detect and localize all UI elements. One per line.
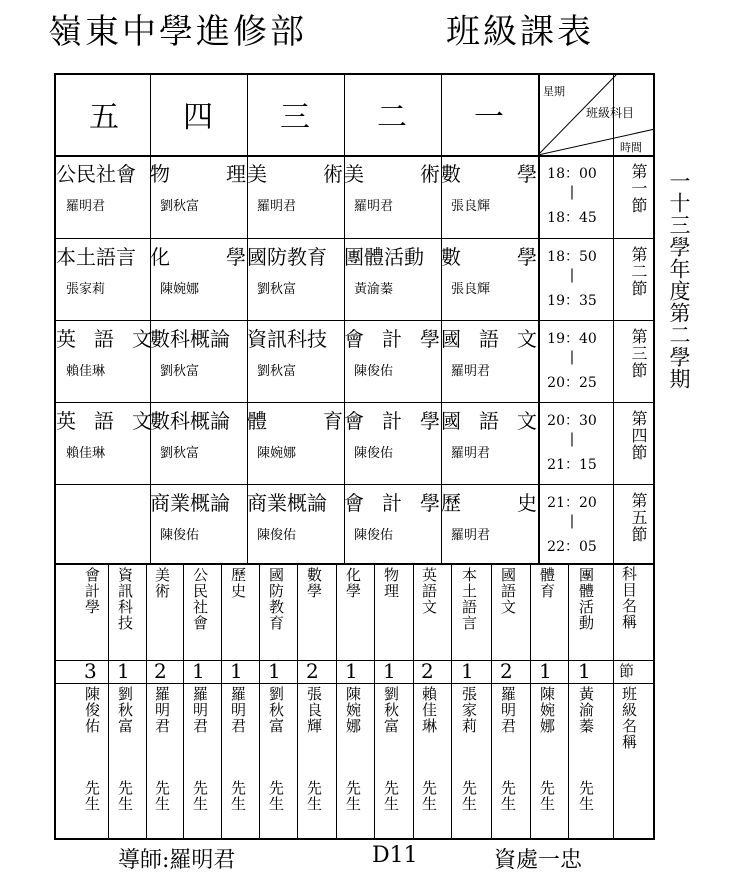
subject-name	[247, 163, 343, 185]
schedule-cell	[150, 320, 246, 402]
subject-char: 學	[517, 245, 537, 269]
subject-char: 會	[344, 327, 364, 351]
summary-subject: 國防教育	[267, 567, 285, 631]
schedule-cell	[247, 402, 343, 484]
summary-teacher-title: 先生	[229, 780, 247, 812]
teacher-name: 陳俊佑	[354, 364, 394, 379]
corner-time-label: 時間	[620, 141, 642, 154]
period-start-time: 19：40	[547, 331, 597, 347]
subject-char: 語	[479, 327, 499, 351]
subject-char: 術	[420, 162, 440, 186]
subject-char: 體	[247, 409, 267, 433]
schedule-cell	[344, 402, 440, 484]
schedule-cell	[56, 320, 152, 402]
summary-column-divider	[413, 563, 414, 840]
summary-count: 1	[268, 659, 281, 683]
summary-column-divider	[530, 563, 531, 840]
subject-text: 公民社會	[56, 162, 136, 186]
subject-char: 國	[441, 409, 461, 433]
subject-char: 計	[382, 327, 402, 351]
subject-char: 文	[517, 327, 537, 351]
teacher-name: 張家莉	[66, 282, 106, 297]
subject-text: 國防教育	[247, 245, 327, 269]
period-end-time: 19：35	[547, 293, 597, 309]
schedule-cell	[150, 155, 246, 237]
summary-column-divider	[568, 563, 569, 840]
subject-name	[150, 328, 246, 350]
summary-column-divider	[613, 563, 614, 840]
summary-column-divider	[336, 563, 337, 840]
summary-teacher: 羅明君	[191, 686, 209, 734]
period-end-time: 18：45	[547, 210, 597, 226]
period-start-time: 18：00	[547, 166, 597, 182]
teacher-name: 劉秋富	[160, 364, 200, 379]
teacher-name: 羅明君	[451, 528, 491, 543]
schedule-cell	[150, 238, 246, 320]
subject-char: 英	[56, 327, 76, 351]
subject-char: 理	[226, 162, 246, 186]
summary-teacher-title: 先生	[305, 780, 323, 812]
teacher-name: 羅明君	[451, 364, 491, 379]
schedule-cell	[344, 484, 440, 566]
period-end-time: 20：25	[547, 375, 597, 391]
summary-teacher-title: 先生	[267, 780, 285, 812]
subject-name	[247, 492, 343, 514]
corner-class-subject-label: 班級科目	[586, 106, 635, 120]
teacher-name: 陳俊佑	[354, 528, 394, 543]
summary-teacher-title: 先生	[499, 780, 517, 812]
teacher-name: 羅明君	[66, 199, 106, 214]
subject-name	[441, 246, 537, 268]
teacher-name: 陳俊佑	[354, 446, 394, 461]
schedule-cell	[56, 402, 152, 484]
summary-column-divider	[374, 563, 375, 840]
schedule-cell	[56, 484, 152, 566]
subject-name	[344, 492, 440, 514]
schedule-cell	[441, 484, 537, 566]
subject-char: 化	[150, 245, 170, 269]
subject-name	[441, 492, 537, 514]
summary-subject: 資訊科技	[116, 567, 134, 631]
subject-text: 數科概論	[150, 409, 230, 433]
summary-teacher-title: 先生	[420, 780, 438, 812]
teacher-name: 劉秋富	[160, 199, 200, 214]
period-label: 第四節	[629, 410, 648, 461]
summary-teacher-divider	[54, 683, 655, 684]
subject-char: 國	[441, 327, 461, 351]
summary-teacher: 劉秋富	[382, 686, 400, 734]
subject-name	[441, 328, 537, 350]
teacher-name: 陳婉娜	[160, 282, 200, 297]
period-start-time: 18：50	[547, 249, 597, 265]
subject-name	[441, 163, 537, 185]
schedule-cell	[150, 402, 246, 484]
subject-char: 文	[132, 409, 152, 433]
subject-name	[150, 492, 246, 514]
subject-name	[441, 410, 537, 432]
subject-char: 美	[344, 162, 364, 186]
schedule-cell	[344, 320, 440, 402]
period-label: 第五節	[629, 492, 648, 543]
subject-char: 計	[382, 409, 402, 433]
summary-subject: 公民社會	[191, 567, 209, 631]
schedule-cell	[150, 484, 246, 566]
summary-count: 2	[306, 659, 319, 683]
day-header: 二	[377, 100, 407, 135]
summary-teacher-title: 先生	[538, 780, 556, 812]
summary-count: 1	[117, 659, 130, 683]
teacher-name: 賴佳琳	[66, 446, 106, 461]
subject-name	[150, 246, 246, 268]
summary-count: 2	[500, 659, 513, 683]
period-time-separator: |	[569, 184, 575, 200]
schedule-cell	[441, 238, 537, 320]
day-header: 三	[280, 100, 310, 135]
subject-text: 數科概論	[150, 327, 230, 351]
schedule-cell	[344, 155, 440, 237]
summary-teacher: 張良輝	[305, 686, 323, 734]
subject-char: 計	[382, 491, 402, 515]
teacher-name: 劉秋富	[160, 446, 200, 461]
semester-title: 一十三學年度第二學期	[667, 170, 691, 390]
day-header: 一	[474, 100, 504, 135]
subject-char: 數	[441, 245, 461, 269]
summary-column-divider	[183, 563, 184, 840]
summary-subject: 團體活動	[577, 567, 595, 631]
subject-char: 語	[94, 327, 114, 351]
teacher-name: 羅明君	[451, 446, 491, 461]
summary-column-divider	[259, 563, 260, 840]
summary-subject: 物理	[382, 567, 400, 599]
subject-char: 學	[420, 327, 440, 351]
subject-name	[247, 246, 343, 268]
schedule-cell	[247, 320, 343, 402]
summary-count: 1	[539, 659, 552, 683]
summary-teacher-title: 先生	[116, 780, 134, 812]
subject-text: 資訊科技	[247, 327, 327, 351]
summary-teacher: 黃渝蓁	[577, 686, 595, 734]
school-title: 嶺東中學進修部	[48, 12, 307, 52]
teacher-name: 陳俊佑	[257, 528, 297, 543]
subject-char: 學	[420, 409, 440, 433]
summary-count-label: 節	[619, 662, 635, 680]
summary-teacher: 張家莉	[460, 686, 478, 734]
teacher-name: 羅明君	[354, 199, 394, 214]
period-end-time: 22：05	[547, 539, 597, 555]
subject-char: 歷	[441, 491, 461, 515]
period-start-time: 21：20	[547, 495, 597, 511]
subject-name	[344, 410, 440, 432]
class-code: D11	[372, 843, 418, 868]
subject-name	[56, 246, 152, 268]
subject-char: 學	[420, 491, 440, 515]
subject-char: 會	[344, 409, 364, 433]
schedule-cell	[247, 155, 343, 237]
summary-subject: 化學	[344, 567, 362, 599]
summary-count: 1	[383, 659, 396, 683]
schedule-cell	[247, 238, 343, 320]
day-header: 四	[183, 100, 213, 135]
teacher-name: 羅明君	[257, 199, 297, 214]
subject-char: 數	[441, 162, 461, 186]
teacher-name: 劉秋富	[257, 364, 297, 379]
summary-teacher-title: 先生	[83, 780, 101, 812]
subject-char: 文	[517, 409, 537, 433]
period-time-separator: |	[569, 513, 575, 529]
summary-subject: 美術	[153, 567, 171, 599]
summary-teacher: 陳俊佑	[83, 686, 101, 734]
subject-name	[150, 163, 246, 185]
summary-subject: 體育	[538, 567, 556, 599]
summary-column-divider	[221, 563, 222, 840]
subject-char: 術	[323, 162, 343, 186]
summary-column-divider	[297, 563, 298, 840]
subject-char: 史	[517, 491, 537, 515]
subject-name	[56, 410, 152, 432]
subject-char: 語	[479, 409, 499, 433]
subject-name	[56, 163, 152, 185]
summary-count: 1	[578, 659, 591, 683]
schedule-cell	[344, 238, 440, 320]
teacher-name: 賴佳琳	[66, 364, 106, 379]
class-name: 資處一忠	[494, 848, 583, 873]
subject-char: 語	[94, 409, 114, 433]
summary-count: 2	[154, 659, 167, 683]
period-time-separator: |	[569, 431, 575, 447]
schedule-cell	[247, 484, 343, 566]
schedule-cell	[441, 402, 537, 484]
subject-name	[344, 246, 440, 268]
summary-teacher: 陳婉娜	[538, 686, 556, 734]
subject-char: 文	[132, 327, 152, 351]
teacher-name: 張良輝	[451, 282, 491, 297]
summary-count: 1	[461, 659, 474, 683]
teacher-name: 陳婉娜	[257, 446, 297, 461]
subject-text: 本土語言	[56, 245, 136, 269]
summary-teacher: 羅明君	[153, 686, 171, 734]
schedule-cell	[441, 320, 537, 402]
summary-subject: 國語文	[499, 567, 517, 615]
subject-char: 學	[517, 162, 537, 186]
summary-subject-label: 科目名稱	[620, 566, 638, 630]
teacher-name: 劉秋富	[257, 282, 297, 297]
subject-char: 會	[344, 491, 364, 515]
document-title: 班級課表	[446, 12, 594, 52]
summary-count: 1	[345, 659, 358, 683]
schedule-cell	[441, 155, 537, 237]
summary-teacher-title: 先生	[460, 780, 478, 812]
schedule-cell	[56, 155, 152, 237]
summary-column-divider	[491, 563, 492, 840]
subject-text: 商業概論	[150, 491, 230, 515]
period-time-separator: |	[569, 267, 575, 283]
summary-teacher: 陳婉娜	[344, 686, 362, 734]
subject-name	[247, 328, 343, 350]
subject-char: 英	[56, 409, 76, 433]
summary-subject: 歷史	[229, 567, 247, 599]
summary-column-divider	[108, 563, 109, 840]
summary-column-divider	[451, 563, 452, 840]
summary-teacher: 劉秋富	[267, 686, 285, 734]
subject-name	[344, 328, 440, 350]
summary-count: 1	[192, 659, 205, 683]
summary-teacher: 羅明君	[499, 686, 517, 734]
summary-count: 1	[230, 659, 243, 683]
period-end-time: 21：15	[547, 457, 597, 473]
subject-char: 物	[150, 162, 170, 186]
corner-weekday-label: 星期	[543, 85, 565, 98]
mentor-label: 導師:羅明君	[118, 848, 236, 873]
period-start-time: 20：30	[547, 413, 597, 429]
subject-name	[150, 410, 246, 432]
period-label: 第二節	[629, 246, 648, 297]
summary-teacher: 賴佳琳	[420, 686, 438, 734]
subject-char: 美	[247, 162, 267, 186]
subject-text: 團體活動	[344, 245, 424, 269]
summary-teacher-title: 先生	[344, 780, 362, 812]
subject-char: 學	[226, 245, 246, 269]
summary-count: 3	[84, 659, 97, 683]
summary-class-label: 班級名稱	[620, 686, 638, 750]
subject-text: 商業概論	[247, 491, 327, 515]
subject-char: 育	[323, 409, 343, 433]
period-label: 第一節	[629, 163, 648, 214]
subject-name	[344, 163, 440, 185]
summary-teacher-title: 先生	[577, 780, 595, 812]
schedule-cell	[56, 238, 152, 320]
summary-teacher: 劉秋富	[116, 686, 134, 734]
summary-subject: 英語文	[420, 567, 438, 615]
day-header: 五	[89, 100, 119, 135]
summary-teacher-title: 先生	[191, 780, 209, 812]
subject-name	[247, 410, 343, 432]
period-time-separator: |	[569, 349, 575, 365]
summary-column-divider	[146, 563, 147, 840]
summary-subject: 數學	[305, 567, 323, 599]
summary-subject: 本土語言	[460, 567, 478, 631]
period-label: 第三節	[629, 328, 648, 379]
teacher-name: 黃渝蓁	[354, 282, 394, 297]
subject-name	[56, 328, 152, 350]
summary-teacher-title: 先生	[153, 780, 171, 812]
teacher-name: 陳俊佑	[160, 528, 200, 543]
teacher-name: 張良輝	[451, 199, 491, 214]
summary-count: 2	[421, 659, 434, 683]
summary-teacher: 羅明君	[229, 686, 247, 734]
summary-subject: 會計學	[83, 567, 101, 615]
summary-teacher-title: 先生	[382, 780, 400, 812]
